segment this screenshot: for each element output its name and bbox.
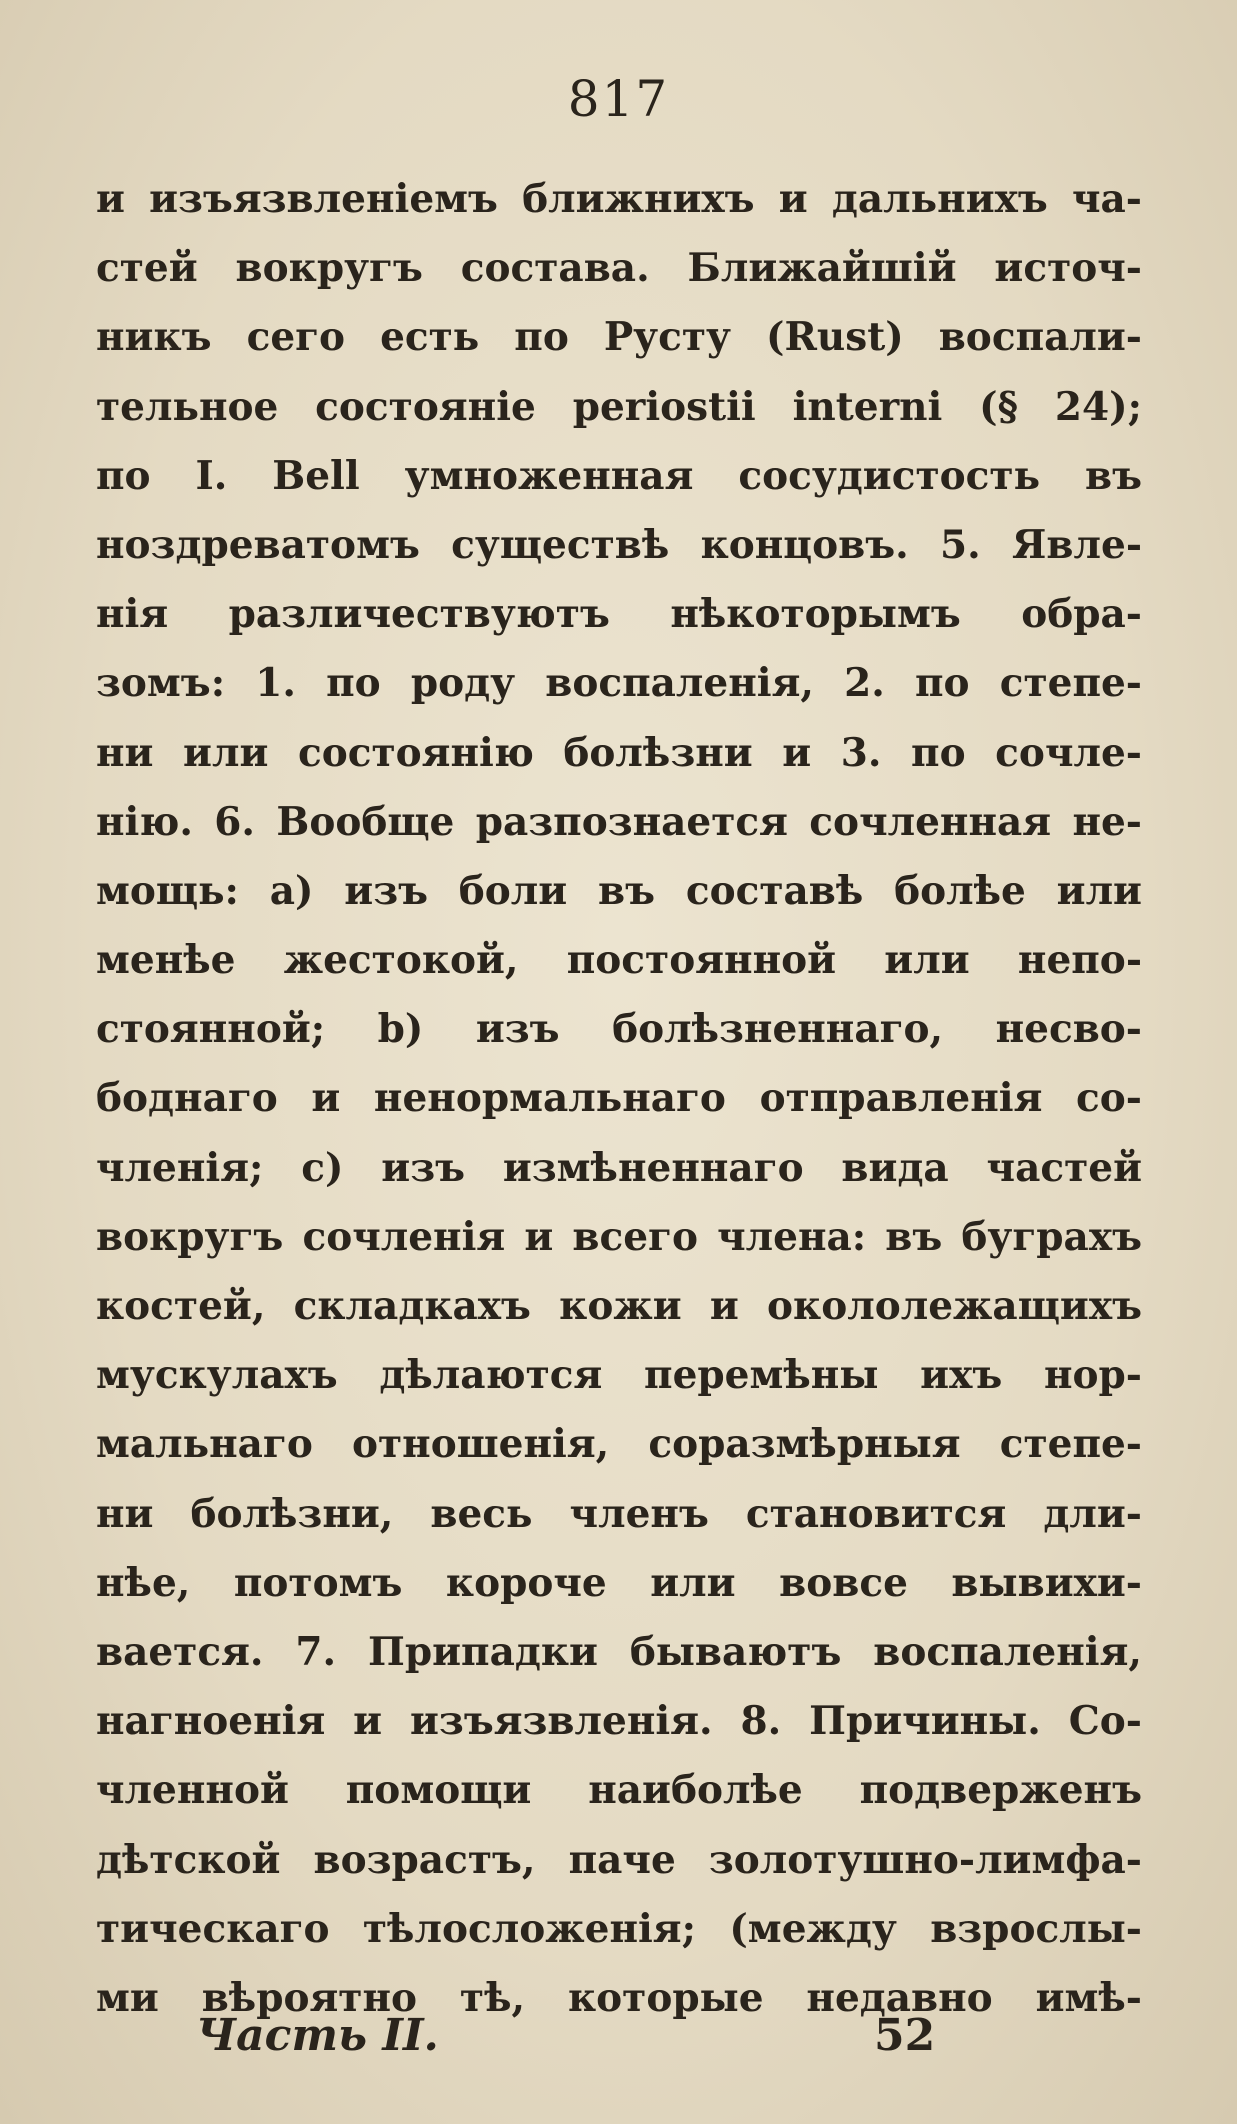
text-line: стоянной; b) изъ болѣзненнаго, несво-: [96, 1006, 1142, 1053]
text-line: костей, складкахъ кожи и окололежащихъ: [96, 1283, 1142, 1329]
text-line: нагноенія и изъязвленія. 8. Причины. Со-: [96, 1698, 1142, 1745]
text-line: вается. 7. Припадки бываютъ воспаленія,: [96, 1628, 1142, 1675]
page-footer: [196, 2010, 1136, 2061]
text-line: мальнаго отношенія, соразмѣрныя степе-: [96, 1421, 1142, 1468]
text-line: ноздреватомъ существѣ концовъ. 5. Явле-: [96, 521, 1142, 568]
text-line: нія различествуютъ нѣкоторымъ обра-: [96, 591, 1142, 638]
text-line: мощь: a) изъ боли въ составѣ болѣе или: [96, 867, 1142, 914]
body-text: [96, 165, 1142, 2033]
text-line: нѣе, потомъ короче или вовсе вывихи-: [96, 1559, 1142, 1606]
text-line: менѣе жестокой, постоянной или непо-: [96, 937, 1142, 984]
text-line: вокругъ сочленія и всего члена: въ буграхъ: [96, 1213, 1142, 1260]
text-line: ни болѣзни, весь членъ становится дли-: [96, 1490, 1142, 1537]
text-line: нію. 6. Вообще разпознается сочленная не-: [96, 798, 1142, 845]
text-line: по I. Bell умноженная сосудистость въ: [96, 452, 1142, 499]
text-line: ми вѣроятно тѣ, которые недавно имѣ-: [96, 1974, 1142, 2021]
sheet-number: 52: [874, 2010, 936, 2061]
footer-signature: Часть II.: [196, 2010, 439, 2061]
text-line: мускулахъ дѣлаются перемѣны ихъ нор-: [96, 1352, 1142, 1399]
text-line: боднаго и ненормальнаго отправленія со-: [96, 1075, 1142, 1122]
text-line: стей вокругъ состава. Ближайшій источ-: [96, 245, 1142, 292]
text-line: и изъязвленіемъ ближнихъ и дальнихъ ча-: [96, 176, 1142, 222]
text-line: дѣтской возрастъ, паче золотушно-лимфа-: [96, 1836, 1142, 1883]
page-number: 817: [567, 70, 670, 128]
text-line: тельное состояніе periostii interni (§ 24);: [96, 383, 1142, 430]
text-line: никъ сего есть по Русту (Rust) воспали-: [96, 314, 1142, 361]
text-line: членной помощи наиболѣе подверженъ: [96, 1767, 1142, 1814]
text-line: зомъ: 1. по роду воспаленія, 2. по степе-: [96, 660, 1142, 707]
text-line: тическаго тѣлосложенія; (между взрослы-: [96, 1905, 1142, 1952]
text-line: членія; c) изъ измѣненнаго вида частей: [96, 1144, 1142, 1191]
text-line: ни или состоянію болѣзни и 3. по сочле-: [96, 729, 1142, 776]
